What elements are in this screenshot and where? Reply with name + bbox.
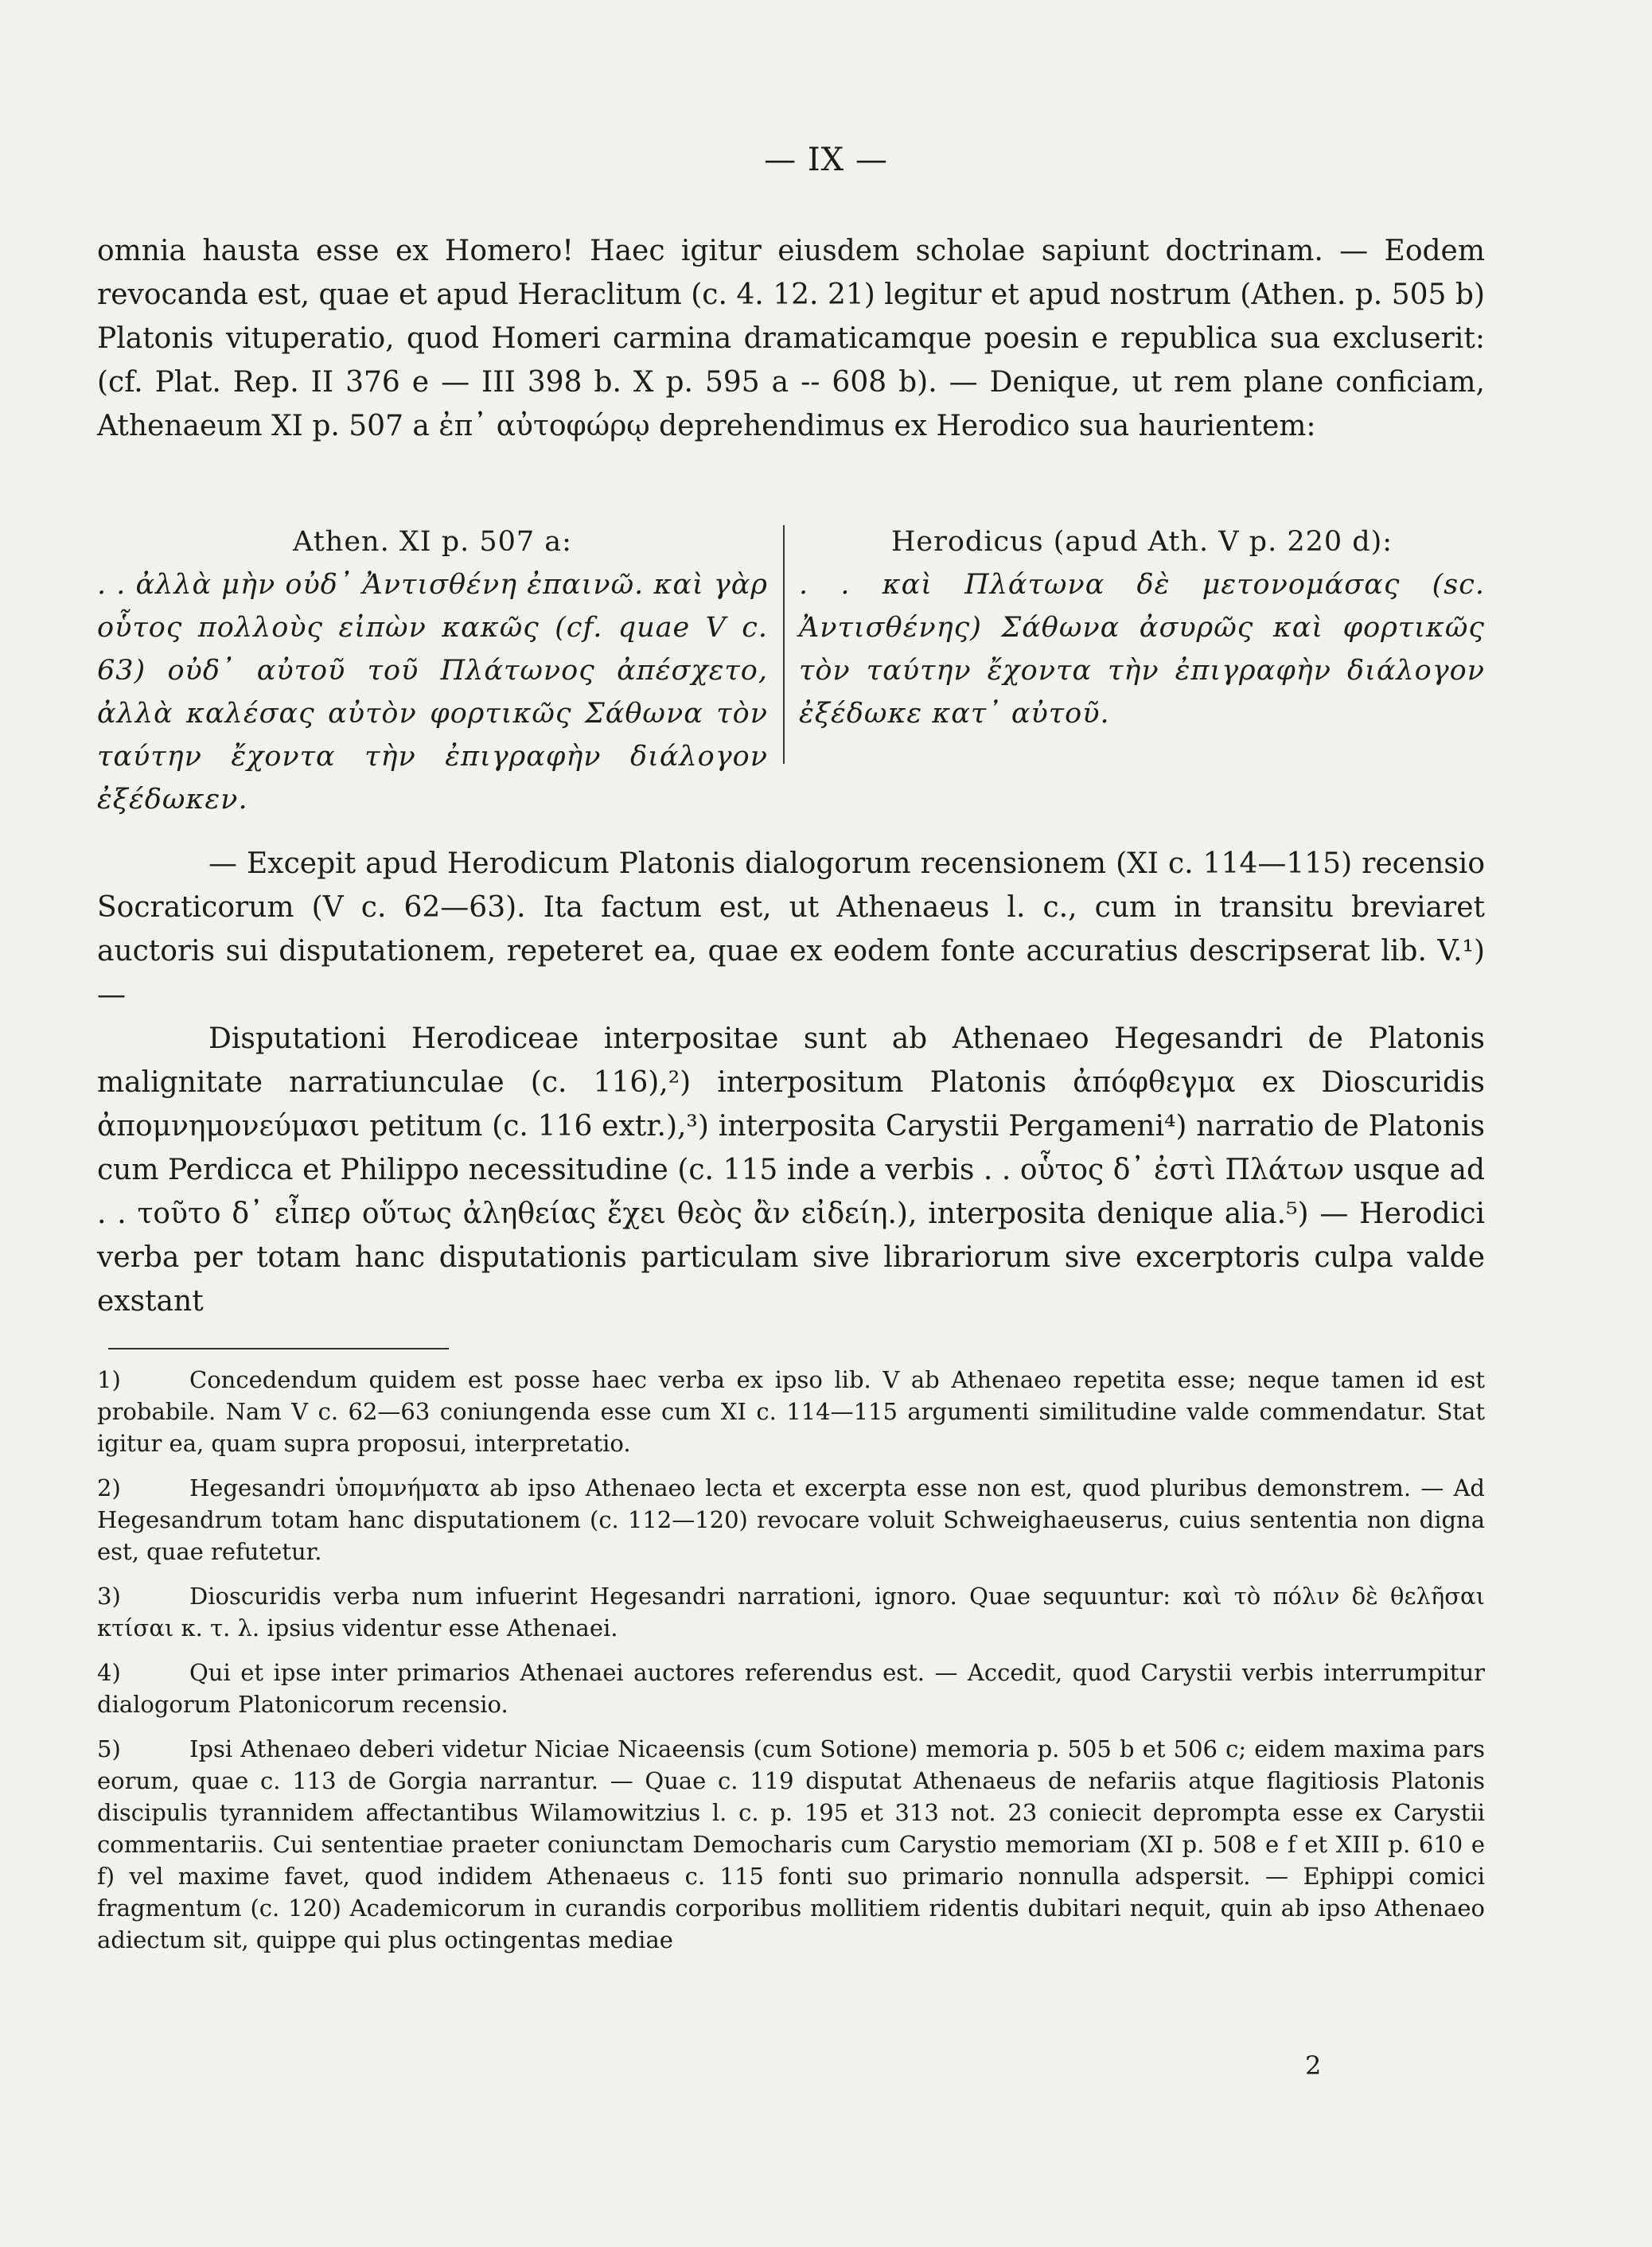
footnote-1 — [97, 1364, 1485, 1459]
right-column — [799, 520, 1485, 735]
footnote-rule — [108, 1348, 449, 1349]
left-column-greek-text: . . ἀλλὰ μὴν οὐδ᾽ Ἀντισθένη ἐπαινῶ. καὶ γὰρ οὗτος πολλοὺς εἰπὼν κακῶς (cf. quae V c. 63) οὐδ᾽ αὐτοῦ τοῦ Πλάτωνος ἀπέσχετο, ἀλλὰ καλέσας αὐτὸν φορτικῶς Σάθωνα τὸν ταύτην ἔχοντα τὴν ἐπιγραφὴν διάλογον ἐξέδωκεν. — [97, 569, 768, 816]
footnote-text: Concedendum quidem est posse haec verba ex ipso lib. V ab Athenaeo repetita esse; neque tamen id est probabile. Nam V c. 62—63 coniungenda esse cum XI c. 114—115 argumenti similitudine valde commendatur. Stat igitur ea, quam supra proposui, interpretatio. — [97, 1366, 1485, 1457]
footnote-marker: 4) — [97, 1659, 121, 1686]
intro-text: omnia hausta esse ex Homero! Haec igitur eiusdem scholae sapiunt doctrinam. — Eodem revocanda est, quae et apud Heraclitum (c. 4. 12. 21) legitur et apud nostrum (Athen. p. 505 b) Platonis vituperatio, quod Homeri carmina dramaticamque poesin e republica sua excluserit: (cf. Plat. Rep. II 376 e — III 398 b. X p. 595 a -- 608 b). — Denique, ut rem plane conficiam, Athenaeum XI p. 507 a ἐπ᾽ αὐτοφώρῳ deprehendimus ex Herodico sua haurientem: — [97, 235, 1485, 442]
parallel-columns — [97, 520, 1485, 848]
footnote-marker: 1) — [97, 1366, 121, 1393]
footnote-text: Qui et ipse inter primarios Athenaei auctores referendus est. — Accedit, quod Carystii verbis interrumpitur dialogorum Platonicorum recensio. — [97, 1659, 1485, 1718]
column-divider — [783, 525, 785, 764]
footnote-marker: 2) — [97, 1474, 121, 1501]
left-column-heading: Athen. XI p. 507 a: — [293, 526, 572, 558]
body-text — [97, 842, 1485, 1323]
footnote-text: Dioscuridis verba num infuerint Hegesandri narrationi, ignoro. Quae sequuntur: καὶ τὸ πόλιν δὲ θελῆσαι κτίσαι κ. τ. λ. ipsius videntur esse Athenaei. — [97, 1583, 1485, 1641]
footnotes — [97, 1364, 1485, 1969]
footnote-marker: 5) — [97, 1735, 121, 1762]
footnote-3 — [97, 1580, 1485, 1644]
running-header: — IX — — [764, 142, 888, 178]
intro-paragraph — [97, 229, 1485, 448]
footnote-5 — [97, 1733, 1485, 1956]
left-column — [97, 520, 768, 821]
page-number: 2 — [1305, 2050, 1322, 2081]
right-column-heading: Herodicus (apud Ath. V p. 220 d): — [890, 526, 1393, 558]
body-paragraph-2: Disputationi Herodiceae interpositae sunt ab Athenaeo Hegesandri de Platonis malignitate narratiunculae (c. 116),²) interpositum Platonis ἀπόφθεγμα ex Dioscuridis ἀπομνημονεύμασι petitum (c. 116 extr.),³) interposita Carystii Pergameni⁴) narratio de Platonis cum Perdicca et Philippo necessitudine (c. 115 inde a verbis . . οὗτος δ᾽ ἐστὶ Πλάτων usque ad . . τοῦτο δ᾽ εἶπερ οὕτως ἀληθείας ἔχει θεὸς ἂν εἰδείη.), interposita denique alia.⁵) — Herodici verba per totam hanc disputationis particulam sive librariorum sive excerptoris culpa valde exstant — [97, 1022, 1485, 1318]
footnote-2 — [97, 1472, 1485, 1567]
footnote-marker: 3) — [97, 1583, 121, 1610]
footnote-text: Ipsi Athenaeo deberi videtur Niciae Nicaeensis (cum Sotione) memoria p. 505 b et 506 c; eidem maxima pars eorum, quae c. 113 de Gorgia narrantur. — Quae c. 119 disputat Athenaeus de nefariis atque flagitiosis Platonis discipulis tyrannidem affectantibus Wilamowitzius l. c. p. 195 et 313 not. 23 coniecit deprompta esse ex Carystii commentariis. Cui sententiae praeter coniunctam Democharis cum Carystio memoriam (XI p. 508 e f et XIII p. 610 e f) vel maxime favet, quod indidem Athenaeus c. 115 fonti suo primario nonnulla adspersit. — Ephippi comici fragmentum (c. 120) Academicorum in curandis corporibus mollitiem ridentis dubitari nequit, quin ab ipso Athenaeo adiectum sit, quippe qui plus octingentas mediae — [97, 1735, 1485, 1953]
right-column-greek-text: . . καὶ Πλάτωνα δὲ μετονομάσας (sc. Ἀντισθένης) Σάθωνα ἀσυρῶς καὶ φορτικῶς τὸν ταύτην ἔχοντα τὴν ἐπιγραφὴν διάλογον ἐξέδωκε κατ᾽ αὐτοῦ. — [799, 569, 1485, 730]
body-paragraph-1: — Excepit apud Herodicum Platonis dialogorum recensionem (XI c. 114—115) recensio Socraticorum (V c. 62—63). Ita factum est, ut Athenaeus l. c., cum in transitu breviaret auctoris sui disputationem, repeteret ea, quae ex eodem fonte accuratius descripserat lib. V.¹) — — [97, 847, 1485, 1011]
footnote-text: Hegesandri ὑπομνήματα ab ipso Athenaeo lecta et excerpta esse non est, quod pluribus demonstrem. — Ad Hegesandrum totam hanc disputationem (c. 112—120) revocare voluit Schweighaeuserus, cuius sententia non digna est, quae refutetur. — [97, 1474, 1485, 1565]
footnote-4 — [97, 1657, 1485, 1720]
